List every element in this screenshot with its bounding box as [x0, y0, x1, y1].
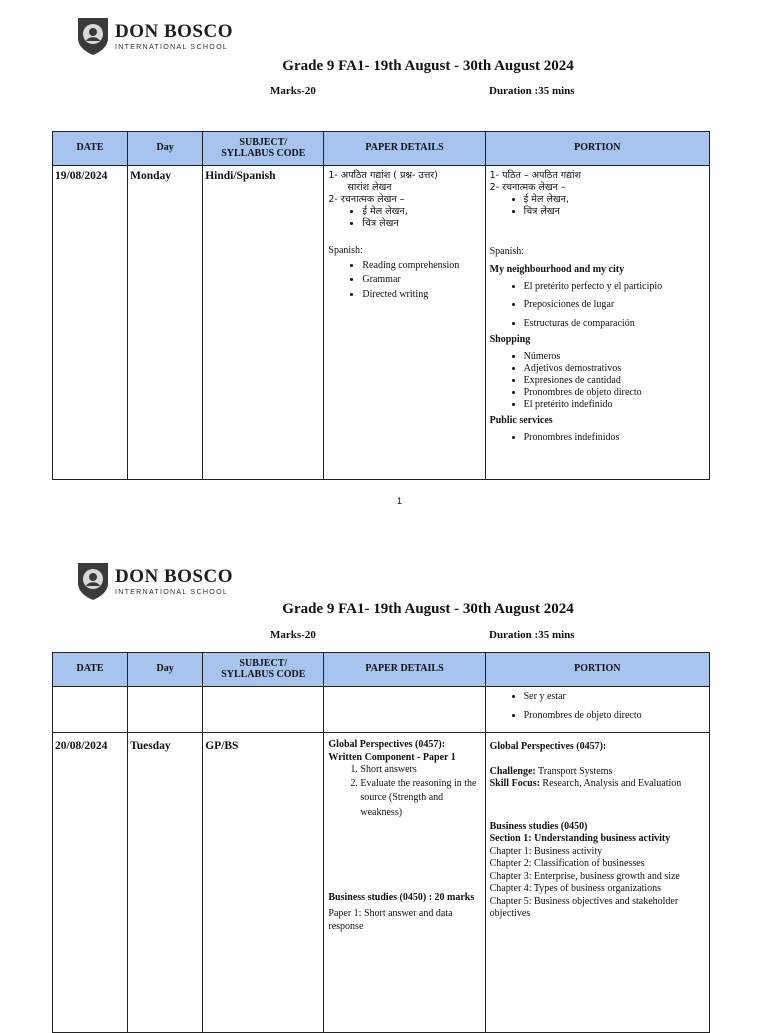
section-heading: Shopping [489, 334, 531, 345]
header-day: Day [128, 653, 203, 687]
section-heading: Public services [489, 414, 553, 426]
list-item: • Estructuras de comparación [524, 318, 705, 331]
header-paper-details: PAPER DETAILS [324, 653, 485, 687]
school-subtitle: INTERNATIONAL SCHOOL [115, 586, 229, 596]
table-row [53, 166, 710, 480]
list-item: • चित्र लेखन [524, 206, 705, 218]
list-item: • Pronombres de objeto directo [524, 387, 705, 399]
marks-label: Marks-20 [270, 629, 316, 641]
row-day: Monday [128, 166, 203, 480]
school-name: DON BOSCO [115, 20, 233, 42]
school-subtitle: INTERNATIONAL SCHOOL [115, 41, 229, 51]
table-row [53, 687, 710, 733]
section1-list [490, 281, 705, 331]
row-subject: Hindi/Spanish [203, 166, 324, 480]
row-day: Tuesday [128, 733, 203, 1033]
section3-list [490, 432, 705, 445]
row-date: 19/08/2024 [53, 166, 128, 480]
list-item: 2. Evaluate the reasoning in the source (Strength and weakness) [360, 777, 480, 821]
table-row [53, 733, 710, 1033]
row-portion: Global Perspectives (0457): Challenge: Transport Systems Skill Focus: Research, Analysis and Evaluation Business studies (0450) Section 1: Understanding business activity Chapter 1: Business activity Chapter 2: Classification of businesses Chapter 3: Enterprise, business growth and size Chapter 4: Types of business organizations Chapter 5: Business objectives and stakeholder objectives [485, 733, 709, 1033]
list-item: • Grammar [362, 274, 480, 287]
page-title: Grade 9 FA1- 19th August - 30th August 2024 [282, 601, 574, 617]
list-item: • ई मेल लेखन, [362, 206, 480, 218]
section-heading: My neighbourhood and my city [489, 264, 625, 275]
list-item: • चित्र लेखन [362, 218, 480, 230]
list-item: • Pronombres indefinidos [524, 432, 705, 445]
header-subject: SUBJECT/ SYLLABUS CODE [203, 132, 324, 166]
school-name: DON BOSCO [115, 565, 233, 587]
schedule-table [52, 131, 710, 480]
list-item: Chapter 3: Enterprise, business growth and size [489, 870, 680, 882]
marks-label: Marks-20 [270, 85, 316, 97]
row-paper-details: Global Perspectives (0457): Written Component - Paper 1 1. Short answers 2. Evaluate the reasoning in the source (Strength and weakness) Business studies (0450) : 20 marks Paper 1: Short answer and data response [324, 733, 485, 1033]
header-date: DATE [53, 132, 128, 166]
list-item: Chapter 4: Types of business organizations [489, 883, 662, 894]
duration-label: Duration :35 mins [489, 85, 575, 97]
header-paper-details: PAPER DETAILS [324, 132, 485, 166]
list-item: • El pretérito indefinido [524, 399, 705, 411]
school-logo [76, 16, 233, 56]
row-paper-details: 1- अपठित गद्यांश ( प्रश्न- उत्तर) सारांश लेखन 2- रचनात्मक लेखन – • ई मेल लेखन, • चित्र लेखन Spanish: • Reading comprehension • Grammar • Directed writing [324, 166, 485, 480]
table-header-row [53, 653, 710, 687]
duration-label: Duration :35 mins [489, 629, 575, 641]
list-item: 1. Short answers [360, 764, 480, 777]
row-subject: GP/BS [203, 733, 324, 1033]
hindi-portion-list [490, 194, 705, 218]
gp-paper-list [328, 764, 480, 820]
school-crest-icon [76, 561, 110, 601]
school-crest-icon [76, 16, 110, 56]
list-item: • Adjetivos demostrativos [524, 363, 705, 375]
row-portion-continued [485, 687, 709, 733]
spanish-paper-list [328, 260, 480, 302]
section2-list [490, 351, 705, 411]
header-subject: SUBJECT/ SYLLABUS CODE [203, 653, 324, 687]
list-item: • El pretérito perfecto y el participio [524, 281, 705, 294]
school-logo [76, 561, 233, 601]
row-portion: 1- पठित – अपठित गद्यांश 2- रचनात्मक लेखन – • ई मेल लेखन, • चित्र लेखन Spanish: My neighbourhood and my city • El pretérito perfecto y el participio • Preposiciones de lugar • Estructuras de comparación Shopping • Números • Adjetivos demostrativos • Expresiones de cantidad • Pronombres de objeto directo • El pretérito indefinido Public services • Pronombres indefinidos [485, 166, 709, 480]
list-item: • Reading comprehension [362, 260, 480, 273]
page-number: 1 [397, 496, 403, 506]
list-item: Chapter 5: Business objectives and stakeholder objectives [489, 895, 679, 919]
continued-list [490, 691, 705, 722]
table-header-row [53, 132, 710, 166]
hindi-paper-list [328, 206, 480, 230]
list-item: • ई मेल लेखन, [524, 194, 705, 206]
list-item: • Números [524, 351, 705, 363]
header-day: Day [128, 132, 203, 166]
list-item: Chapter 1: Business activity [489, 845, 603, 857]
list-item: • Pronombres de objeto directo [524, 710, 705, 723]
schedule-table [52, 652, 710, 1033]
header-portion: PORTION [485, 653, 709, 687]
page-title: Grade 9 FA1- 19th August - 30th August 2024 [282, 58, 574, 74]
list-item: • Expresiones de cantidad [524, 375, 705, 387]
list-item: Chapter 2: Classification of businesses [489, 858, 645, 869]
list-item: • Directed writing [362, 289, 480, 302]
header-date: DATE [53, 653, 128, 687]
header-portion: PORTION [485, 132, 709, 166]
list-item: • Preposiciones de lugar [524, 299, 705, 312]
list-item: • Ser y estar [524, 691, 705, 704]
row-date: 20/08/2024 [53, 733, 128, 1033]
